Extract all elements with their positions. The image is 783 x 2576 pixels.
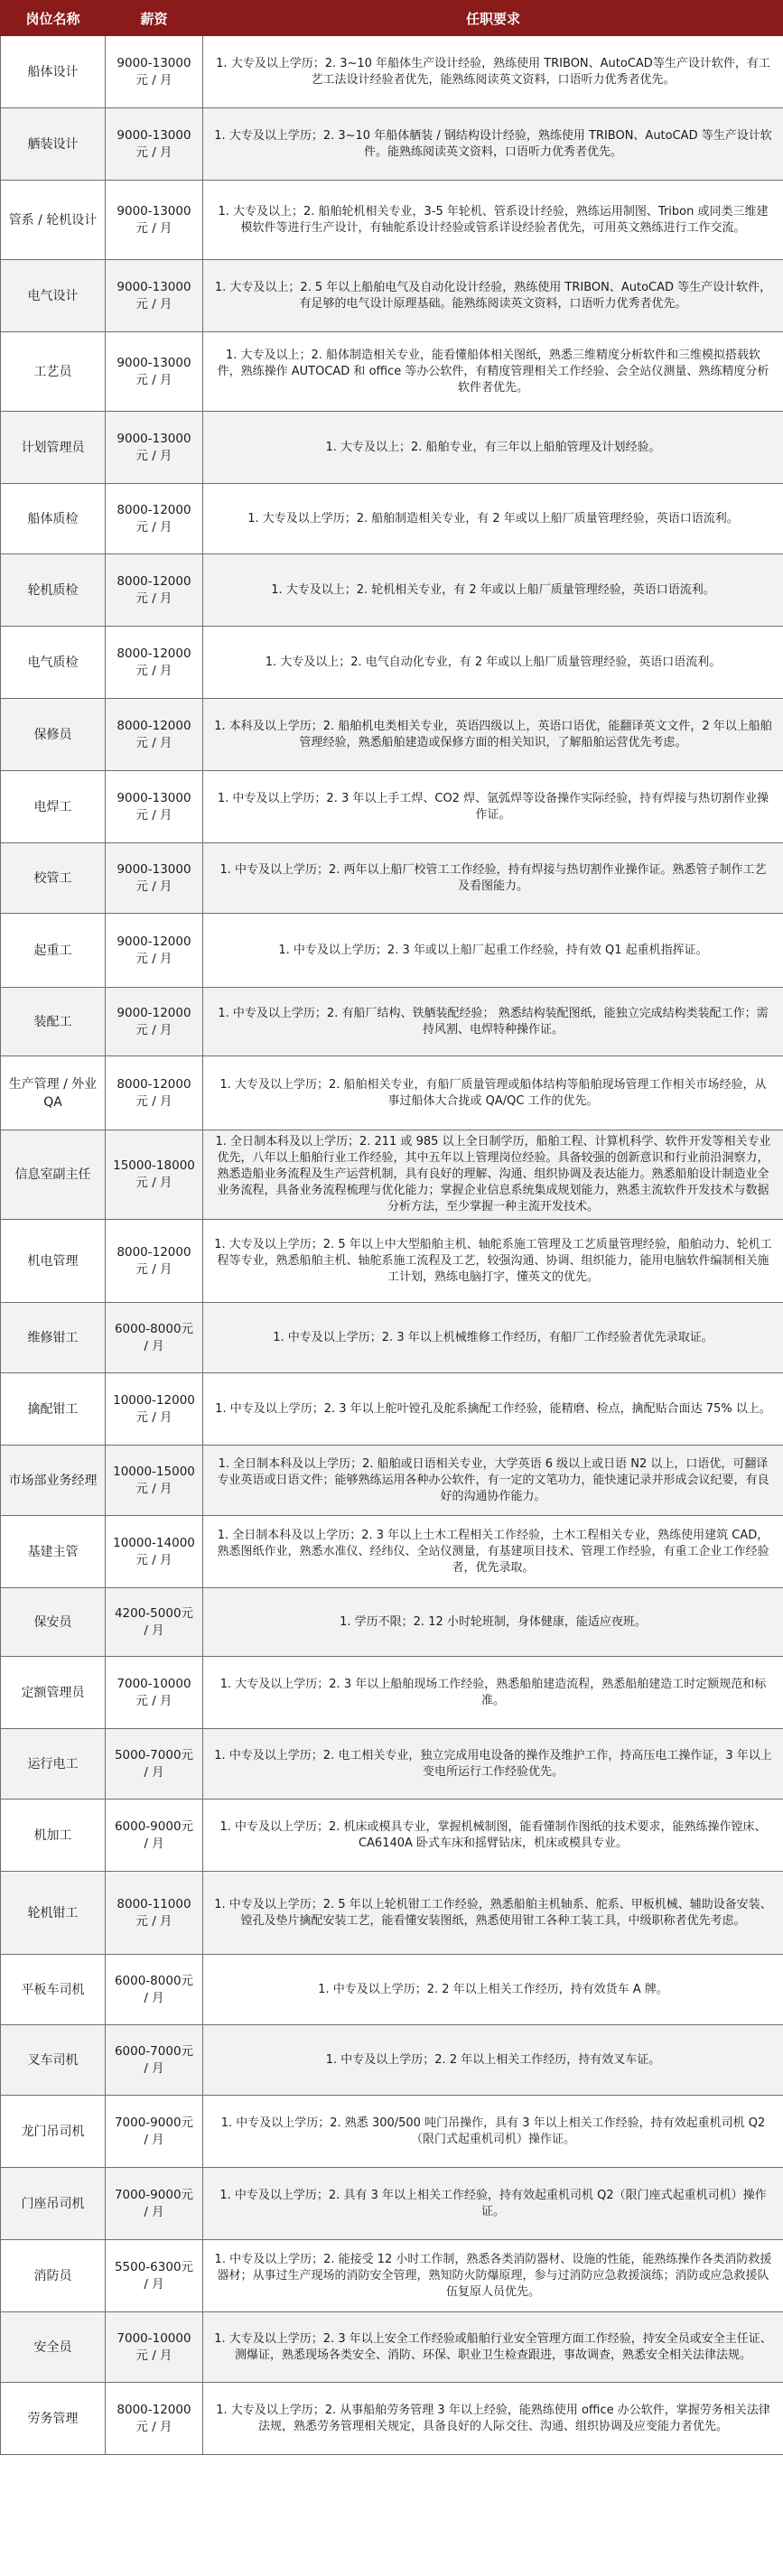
salary-cell: 8000-12000元 / 月 <box>106 1056 203 1130</box>
position-cell: 擒配钳工 <box>1 1373 106 1446</box>
position-cell: 基建主管 <box>1 1516 106 1588</box>
requirements-cell: 1. 中专及以上学历；2. 3 年以上舵叶镗孔及舵系擒配工作经验，能精磨、检点，擒配贴合面达 75% 以上。 <box>203 1373 783 1446</box>
table-body <box>1 36 783 2455</box>
salary-cell: 9000-13000元 / 月 <box>106 332 203 412</box>
table-row <box>1 771 783 843</box>
salary-cell: 6000-7000元 / 月 <box>106 2025 203 2096</box>
requirements-cell: 1. 中专及以上学历；2. 机床或模具专业，掌握机械制图，能看懂制作图纸的技术要求，能熟练操作镗床、CA6140A 卧式车床和摇臂钻床，机床或模具专业。 <box>203 1799 783 1872</box>
requirements-cell: 1. 大专及以上学历；2. 从事船舶劳务管理 3 年以上经验，能熟练使用 office 办公软件，掌握劳务相关法律法规，熟悉劳务管理相关规定，具备良好的人际交往、沟通、组织协调及应变能力者优先。 <box>203 2383 783 2455</box>
requirements-cell: 1. 大专及以上；2. 船体制造相关专业，能看懂船体相关图纸，熟悉三维精度分析软件和三维模拟搭载软件，熟练操作 AUTOCAD 和 office 等办公软件，有精度管理相关工作经验、会全站仪测量、熟练精度分析软件者优先。 <box>203 332 783 412</box>
table-row <box>1 843 783 914</box>
table-row <box>1 36 783 108</box>
salary-cell: 9000-13000元 / 月 <box>106 181 203 260</box>
salary-cell: 10000-15000元 / 月 <box>106 1446 203 1516</box>
table-row <box>1 1516 783 1588</box>
position-cell: 工艺员 <box>1 332 106 412</box>
salary-cell: 6000-8000元 / 月 <box>106 1303 203 1373</box>
position-cell: 维修钳工 <box>1 1303 106 1373</box>
salary-cell: 7000-9000元 / 月 <box>106 2096 203 2168</box>
table-row <box>1 554 783 627</box>
position-cell: 机加工 <box>1 1799 106 1872</box>
table-row <box>1 1588 783 1657</box>
header-position: 岗位名称 <box>1 1 106 36</box>
position-cell: 市场部业务经理 <box>1 1446 106 1516</box>
salary-cell: 9000-13000元 / 月 <box>106 843 203 914</box>
position-cell: 船体设计 <box>1 36 106 108</box>
requirements-cell: 1. 大专及以上；2. 轮机相关专业，有 2 年或以上船厂质量管理经验，英语口语流利。 <box>203 554 783 627</box>
position-cell: 保安员 <box>1 1588 106 1657</box>
requirements-cell: 1. 中专及以上学历；2. 3 年或以上船厂起重工作经验，持有效 Q1 起重机指挥证。 <box>203 914 783 988</box>
position-cell: 船体质检 <box>1 484 106 554</box>
requirements-cell: 1. 大专及以上学历；2. 5 年以上中大型船舶主机、轴舵系施工管理及工艺质量管理经验，船舶动力、轮机工程等专业，熟悉船舶主机、轴舵系施工流程及工艺，较强沟通、协调、组织能力，能用电脑软件编制相关施工计划，熟练电脑打字，懂英文的优先。 <box>203 1220 783 1303</box>
table-row <box>1 2168 783 2240</box>
position-cell: 生产管理 / 外业 QA <box>1 1056 106 1130</box>
position-cell: 龙门吊司机 <box>1 2096 106 2168</box>
salary-cell: 8000-12000元 / 月 <box>106 627 203 699</box>
salary-cell: 6000-8000元 / 月 <box>106 1955 203 2025</box>
table-row <box>1 2096 783 2168</box>
position-cell: 装配工 <box>1 988 106 1056</box>
position-cell: 信息室副主任 <box>1 1130 106 1220</box>
salary-cell: 9000-13000元 / 月 <box>106 412 203 484</box>
table-row <box>1 1373 783 1446</box>
salary-cell: 9000-13000元 / 月 <box>106 260 203 332</box>
position-cell: 门座吊司机 <box>1 2168 106 2240</box>
requirements-cell: 1. 大专及以上；2. 电气自动化专业，有 2 年或以上船厂质量管理经验，英语口语流利。 <box>203 627 783 699</box>
position-cell: 平板车司机 <box>1 1955 106 2025</box>
table-row <box>1 1955 783 2025</box>
header-requirements: 任职要求 <box>203 1 783 36</box>
requirements-cell: 1. 中专及以上学历；2. 电工相关专业，独立完成用电设备的操作及维护工作，持高压电工操作证，3 年以上变电所运行工作经验优先。 <box>203 1729 783 1799</box>
requirements-cell: 1. 大专及以上学历；2. 3 年以上船舶现场工作经验，熟悉船舶建造流程，熟悉船舶建造工时定额规范和标准。 <box>203 1657 783 1729</box>
position-cell: 计划管理员 <box>1 412 106 484</box>
requirements-cell: 1. 中专及以上学历；2. 具有 3 年以上相关工作经验，持有效起重机司机 Q2（限门座式起重机司机）操作证。 <box>203 2168 783 2240</box>
table-row <box>1 412 783 484</box>
salary-cell: 9000-12000元 / 月 <box>106 988 203 1056</box>
table-row <box>1 2383 783 2455</box>
requirements-cell: 1. 全日制本科及以上学历；2. 船舶或日语相关专业，大学英语 6 级以上或日语 N2 以上，口语优，可翻译专业英语或日语文件；能够熟练运用各种办公软件，有一定的文笔功力，能快速记录并形成会议纪要，有良好的沟通协作能力。 <box>203 1446 783 1516</box>
table-row <box>1 914 783 988</box>
position-cell: 保修员 <box>1 699 106 771</box>
table-row <box>1 1446 783 1516</box>
position-cell: 运行电工 <box>1 1729 106 1799</box>
requirements-cell: 1. 全日制本科及以上学历；2. 3 年以上土木工程相关工作经验，土木工程相关专业，熟练使用建筑 CAD，熟悉图纸作业，熟悉水准仪、经纬仪、全站仪测量，有基建项目技术、管理工作经验，有重工企业工作经验者，优先录取。 <box>203 1516 783 1588</box>
table-row <box>1 1220 783 1303</box>
requirements-cell: 1. 大专及以上学历；2. 船舶制造相关专业，有 2 年或以上船厂质量管理经验，英语口语流利。 <box>203 484 783 554</box>
position-cell: 机电管理 <box>1 1220 106 1303</box>
table-row <box>1 1130 783 1220</box>
table-row <box>1 108 783 181</box>
salary-cell: 7000-10000元 / 月 <box>106 1657 203 1729</box>
position-cell: 消防员 <box>1 2240 106 2312</box>
header-salary: 薪资 <box>106 1 203 36</box>
salary-cell: 15000-18000元 / 月 <box>106 1130 203 1220</box>
requirements-cell: 1. 中专及以上学历；2. 有船厂结构、铁舾装配经验； 熟悉结构装配图纸，能独立完成结构类装配工作；需持风割、电焊特种操作证。 <box>203 988 783 1056</box>
table-row <box>1 2025 783 2096</box>
requirements-cell: 1. 中专及以上学历；2. 两年以上船厂校管工工作经验，持有焊接与热切割作业操作证。熟悉管子制作工艺及看图能力。 <box>203 843 783 914</box>
salary-cell: 7000-9000元 / 月 <box>106 2168 203 2240</box>
table-row <box>1 2312 783 2383</box>
position-cell: 劳务管理 <box>1 2383 106 2455</box>
table-row <box>1 1657 783 1729</box>
requirements-cell: 1. 学历不限；2. 12 小时轮班制，身体健康，能适应夜班。 <box>203 1588 783 1657</box>
requirements-cell: 1. 中专及以上学历；2. 能接受 12 小时工作制，熟悉各类消防器材、设施的性能，能熟练操作各类消防救援器材；从事过生产现场的消防安全管理，熟知防火防爆原理，参与过消防应急救援演练；消防或应急救援队伍复原人员优先。 <box>203 2240 783 2312</box>
requirements-cell: 1. 大专及以上；2. 5 年以上船舶电气及自动化设计经验，熟练使用 TRIBON、AutoCAD 等生产设计软件，有足够的电气设计原理基础。能熟练阅读英文资料，口语听力优秀者优先。 <box>203 260 783 332</box>
position-cell: 定额管理员 <box>1 1657 106 1729</box>
position-cell: 轮机钳工 <box>1 1872 106 1955</box>
requirements-cell: 1. 本科及以上学历；2. 船舶机电类相关专业，英语四级以上，英语口语优，能翻译英文文件，2 年以上船舶管理经验，熟悉船舶建造或保修方面的相关知识，了解船舶运营优先考虑。 <box>203 699 783 771</box>
salary-cell: 9000-13000元 / 月 <box>106 771 203 843</box>
requirements-cell: 1. 大专及以上；2. 船舶轮机相关专业，3-5 年轮机、管系设计经验，熟练运用制图、Tribon 或同类三维建模软件等进行生产设计，有轴舵系设计经验或管系详设经验者优先，可用英文熟练进行工作交流。 <box>203 181 783 260</box>
salary-cell: 4200-5000元 / 月 <box>106 1588 203 1657</box>
header-row <box>1 1 783 36</box>
salary-cell: 8000-12000元 / 月 <box>106 1220 203 1303</box>
salary-cell: 8000-11000元 / 月 <box>106 1872 203 1955</box>
table-row <box>1 699 783 771</box>
position-cell: 电气设计 <box>1 260 106 332</box>
requirements-cell: 1. 中专及以上学历；2. 2 年以上相关工作经历，持有效货车 A 牌。 <box>203 1955 783 2025</box>
position-cell: 电焊工 <box>1 771 106 843</box>
salary-cell: 8000-12000元 / 月 <box>106 2383 203 2455</box>
table-row <box>1 484 783 554</box>
salary-cell: 7000-10000元 / 月 <box>106 2312 203 2383</box>
salary-cell: 9000-13000元 / 月 <box>106 36 203 108</box>
requirements-cell: 1. 大专及以上学历；2. 3 年以上安全工作经验或船舶行业安全管理方面工作经验，持安全员或安全主任证、测爆证，熟悉现场各类安全、消防、环保、职业卫生检查跟进，事故调查，熟悉安全相关法律法规。 <box>203 2312 783 2383</box>
table-row <box>1 2240 783 2312</box>
table-row <box>1 1303 783 1373</box>
table-row <box>1 1799 783 1872</box>
salary-cell: 9000-12000元 / 月 <box>106 914 203 988</box>
position-cell: 舾装设计 <box>1 108 106 181</box>
table-row <box>1 260 783 332</box>
table-row <box>1 1729 783 1799</box>
position-cell: 轮机质检 <box>1 554 106 627</box>
requirements-cell: 1. 大专及以上学历；2. 3~10 年船体舾装 / 钢结构设计经验，熟练使用 TRIBON、AutoCAD 等生产设计软件。能熟练阅读英文资料，口语听力优秀者优先。 <box>203 108 783 181</box>
table-row <box>1 988 783 1056</box>
salary-cell: 8000-12000元 / 月 <box>106 699 203 771</box>
position-cell: 起重工 <box>1 914 106 988</box>
salary-cell: 9000-13000元 / 月 <box>106 108 203 181</box>
salary-cell: 5500-6300元 / 月 <box>106 2240 203 2312</box>
requirements-cell: 1. 中专及以上学历；2. 熟悉 300/500 吨门吊操作，具有 3 年以上相关工作经验，持有效起重机司机 Q2（限门式起重机司机）操作证。 <box>203 2096 783 2168</box>
requirements-cell: 1. 大专及以上；2. 船舶专业，有三年以上船舶管理及计划经验。 <box>203 412 783 484</box>
position-cell: 安全员 <box>1 2312 106 2383</box>
salary-cell: 10000-14000元 / 月 <box>106 1516 203 1588</box>
requirements-cell: 1. 中专及以上学历；2. 3 年以上机械维修工作经历，有船厂工作经验者优先录取证。 <box>203 1303 783 1373</box>
position-cell: 校管工 <box>1 843 106 914</box>
table-row <box>1 1056 783 1130</box>
table-row <box>1 627 783 699</box>
salary-cell: 5000-7000元 / 月 <box>106 1729 203 1799</box>
position-cell: 电气质检 <box>1 627 106 699</box>
salary-cell: 6000-9000元 / 月 <box>106 1799 203 1872</box>
requirements-cell: 1. 中专及以上学历；2. 2 年以上相关工作经历，持有效叉车证。 <box>203 2025 783 2096</box>
requirements-cell: 1. 中专及以上学历；2. 3 年以上手工焊、CO2 焊、氩弧焊等设备操作实际经验，持有焊接与热切割作业操作证。 <box>203 771 783 843</box>
salary-cell: 10000-12000元 / 月 <box>106 1373 203 1446</box>
table-row <box>1 1872 783 1955</box>
position-cell: 管系 / 轮机设计 <box>1 181 106 260</box>
salary-cell: 8000-12000元 / 月 <box>106 554 203 627</box>
requirements-cell: 1. 大专及以上学历；2. 3~10 年船体生产设计经验，熟练使用 TRIBON、AutoCAD等生产设计软件，有工艺工法设计经验者优先，能熟练阅读英文资料，口语听力优秀者优先。 <box>203 36 783 108</box>
position-cell: 叉车司机 <box>1 2025 106 2096</box>
table-row <box>1 181 783 260</box>
requirements-cell: 1. 全日制本科及以上学历；2. 211 或 985 以上全日制学历，船舶工程、计算机科学、软件开发等相关专业优先，八年以上船舶行业工作经验，其中五年以上管理岗位经验。具备较强的创新意识和行业前沿洞察力，熟悉造船业务流程及生产运营机制，具有良好的理解、沟通、组织协调及表达能力。熟悉船舶设计制造业全业务流程，具备业务流程梳理与优化能力；掌握企业信息系统集成规划能力，熟悉主流软件开发技术与数据分析方法，至少掌握一种主流开发技术。 <box>203 1130 783 1220</box>
requirements-cell: 1. 中专及以上学历；2. 5 年以上轮机钳工工作经验，熟悉船舶主机轴系、舵系、甲板机械、辅助设备安装、镗孔及垫片擒配安装工艺，能看懂安装图纸，熟悉使用钳工各种工装工具，中级职称者优先考虑。 <box>203 1872 783 1955</box>
requirements-cell: 1. 大专及以上学历；2. 船舶相关专业，有船厂质量管理或船体结构等船舶现场管理工作相关市场经验，从事过船体大合拢或 QA/QC 工作的优先。 <box>203 1056 783 1130</box>
table-row <box>1 332 783 412</box>
salary-cell: 8000-12000元 / 月 <box>106 484 203 554</box>
